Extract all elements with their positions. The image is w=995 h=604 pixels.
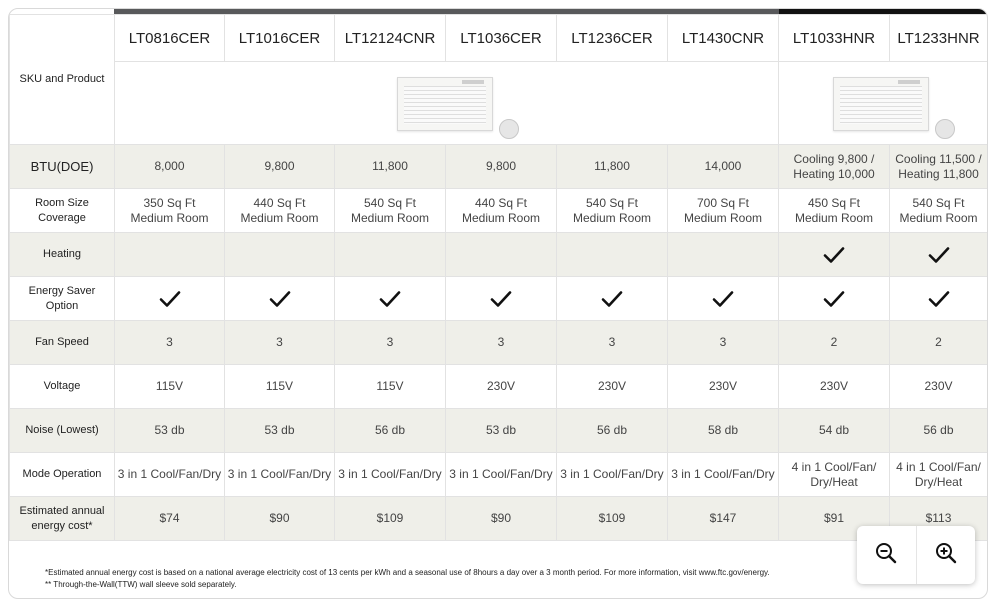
row-label-cost: Estimated annual energy cost* [10, 497, 115, 541]
fan-speed-value: 3 [225, 321, 335, 365]
room-sqft: 440 Sq Ft [253, 195, 306, 210]
btu-value: Cooling 11,500 / Heating 11,800 [890, 145, 988, 189]
fan-speed-value: 3 [557, 321, 668, 365]
product-image-heat [833, 73, 933, 133]
heating-cell [668, 233, 779, 277]
room-sqft: 700 Sq Ft [696, 195, 750, 210]
zoom-out-button[interactable] [857, 526, 916, 584]
checkmark-icon [600, 287, 624, 311]
room-type: Medium Room [899, 210, 978, 225]
fan-speed-value: 2 [779, 321, 890, 365]
room-type: Medium Room [240, 210, 319, 225]
mode-value: 3 in 1 Cool/Fan/Dry [115, 453, 225, 497]
fan-speed-value: 3 [335, 321, 446, 365]
row-label-voltage: Voltage [10, 365, 115, 409]
sku-name: LT1033HNR [779, 15, 890, 62]
voltage-value: 230V [557, 365, 668, 409]
sku-header-row [10, 15, 988, 62]
voltage-value: 115V [115, 365, 225, 409]
product-image-row [10, 62, 988, 145]
btu-value: 9,800 [225, 145, 335, 189]
cost-value: $109 [335, 497, 446, 541]
mode-value: 3 in 1 Cool/Fan/Dry [557, 453, 668, 497]
energy-saver-cell [446, 277, 557, 321]
fan-speed-value: 2 [890, 321, 988, 365]
room-type: Medium Room [350, 210, 430, 225]
btu-value: Cooling 9,800 / Heating 10,000 [779, 145, 890, 189]
zoom-in-button[interactable] [916, 526, 976, 584]
mode-value: 3 in 1 Cool/Fan/Dry [446, 453, 557, 497]
checkmark-icon [158, 287, 182, 311]
fan-speed-value: 3 [446, 321, 557, 365]
voltage-value: 115V [225, 365, 335, 409]
mode-value: 3 in 1 Cool/Fan/Dry [668, 453, 779, 497]
row-label-btu: BTU(DOE) [10, 145, 115, 189]
checkmark-icon [268, 287, 292, 311]
sku-name: LT1236CER [557, 15, 668, 62]
room-type: Medium Room [461, 210, 541, 225]
zoom-out-icon [874, 541, 898, 570]
checkmark-icon [822, 243, 846, 267]
noise-value: 54 db [779, 409, 890, 453]
mode-value: 4 in 1 Cool/Fan/ Dry/Heat [890, 453, 988, 497]
sku-name: LT1233HNR [890, 15, 988, 62]
voltage-value: 230V [890, 365, 988, 409]
product-image-standard [397, 73, 497, 133]
mode-value: 3 in 1 Cool/Fan/Dry [335, 453, 446, 497]
cost-value: $74 [115, 497, 225, 541]
row-label-heating: Heating [10, 233, 115, 277]
room-type: Medium Room [130, 210, 209, 225]
footnote-wall-sleeve: ** Through-the-Wall(TTW) wall sleeve sold separately. [45, 580, 237, 589]
cost-value: $90 [225, 497, 335, 541]
checkmark-icon [489, 287, 513, 311]
checkmark-icon [378, 287, 402, 311]
sku-name: LT1036CER [446, 15, 557, 62]
room-sqft: 540 Sq Ft [363, 195, 417, 210]
sku-name: LT0816CER [115, 15, 225, 62]
row-label-noise: Noise (Lowest) [10, 409, 115, 453]
noise-value: 58 db [668, 409, 779, 453]
zoom-controls [857, 526, 975, 584]
fan-speed-row [10, 321, 988, 365]
heating-cell [335, 233, 446, 277]
voltage-value: 230V [446, 365, 557, 409]
row-label-room: Room Size Coverage [10, 189, 115, 233]
row-label-energy-saver: Energy Saver Option [10, 277, 115, 321]
heating-cell [225, 233, 335, 277]
energy-saver-row [10, 277, 988, 321]
heating-row [10, 233, 988, 277]
checkmark-icon [822, 287, 846, 311]
noise-value: 56 db [335, 409, 446, 453]
footnote-energy-cost: *Estimated annual energy cost is based on a national average electricity cost of 13 cents per kWh and a seasonal use of 8hours a day over a 3 month period. For more information, visit www.ftc.gov/energy. [45, 568, 770, 577]
room-type: Medium Room [572, 210, 652, 225]
color-swatch[interactable] [499, 119, 519, 139]
cost-value: $109 [557, 497, 668, 541]
row-label-sku: SKU and Product [10, 15, 115, 145]
fan-speed-value: 3 [115, 321, 225, 365]
heating-cell [446, 233, 557, 277]
room-sqft: 450 Sq Ft [807, 195, 861, 210]
checkmark-icon [927, 243, 951, 267]
heating-cell [779, 233, 890, 277]
btu-value: 9,800 [446, 145, 557, 189]
energy-saver-cell [890, 277, 988, 321]
mode-value: 3 in 1 Cool/Fan/Dry [225, 453, 335, 497]
comparison-card [8, 8, 988, 599]
btu-value: 8,000 [115, 145, 225, 189]
cost-value: $91 [779, 497, 890, 541]
sku-name: LT12124CNR [335, 15, 446, 62]
cost-value: $147 [668, 497, 779, 541]
heating-cell [115, 233, 225, 277]
row-label-fan: Fan Speed [10, 321, 115, 365]
mode-value: 4 in 1 Cool/Fan/ Dry/Heat [779, 453, 890, 497]
room-type: Medium Room [794, 210, 874, 225]
footnotes [45, 567, 770, 591]
heating-cell [557, 233, 668, 277]
checkmark-icon [927, 287, 951, 311]
voltage-value: 230V [779, 365, 890, 409]
fan-speed-value: 3 [668, 321, 779, 365]
energy-saver-cell [115, 277, 225, 321]
btu-value: 11,800 [335, 145, 446, 189]
mode-row [10, 453, 988, 497]
heating-cell [890, 233, 988, 277]
room-size-row [10, 189, 988, 233]
btu-value: 14,000 [668, 145, 779, 189]
room-type: Medium Room [683, 210, 763, 225]
checkmark-icon [711, 287, 735, 311]
btu-value: 11,800 [557, 145, 668, 189]
room-sqft: 350 Sq Ft [143, 195, 196, 210]
room-sqft: 540 Sq Ft [585, 195, 639, 210]
sku-name: LT1430CNR [668, 15, 779, 62]
zoom-in-icon [934, 541, 958, 570]
room-sqft: 440 Sq Ft [474, 195, 528, 210]
comparison-table [9, 14, 988, 541]
voltage-value: 115V [335, 365, 446, 409]
cost-value: $113 [890, 497, 988, 541]
energy-saver-cell [225, 277, 335, 321]
cost-row [10, 497, 988, 541]
energy-saver-cell [668, 277, 779, 321]
noise-value: 53 db [115, 409, 225, 453]
noise-value: 56 db [890, 409, 988, 453]
sku-name: LT1016CER [225, 15, 335, 62]
noise-value: 53 db [446, 409, 557, 453]
energy-saver-cell [779, 277, 890, 321]
row-label-mode: Mode Operation [10, 453, 115, 497]
btu-row [10, 145, 988, 189]
voltage-row [10, 365, 988, 409]
noise-value: 56 db [557, 409, 668, 453]
energy-saver-cell [557, 277, 668, 321]
energy-saver-cell [335, 277, 446, 321]
voltage-value: 230V [668, 365, 779, 409]
noise-value: 53 db [225, 409, 335, 453]
room-sqft: 540 Sq Ft [912, 195, 965, 210]
noise-row [10, 409, 988, 453]
color-swatch[interactable] [935, 119, 955, 139]
cost-value: $90 [446, 497, 557, 541]
